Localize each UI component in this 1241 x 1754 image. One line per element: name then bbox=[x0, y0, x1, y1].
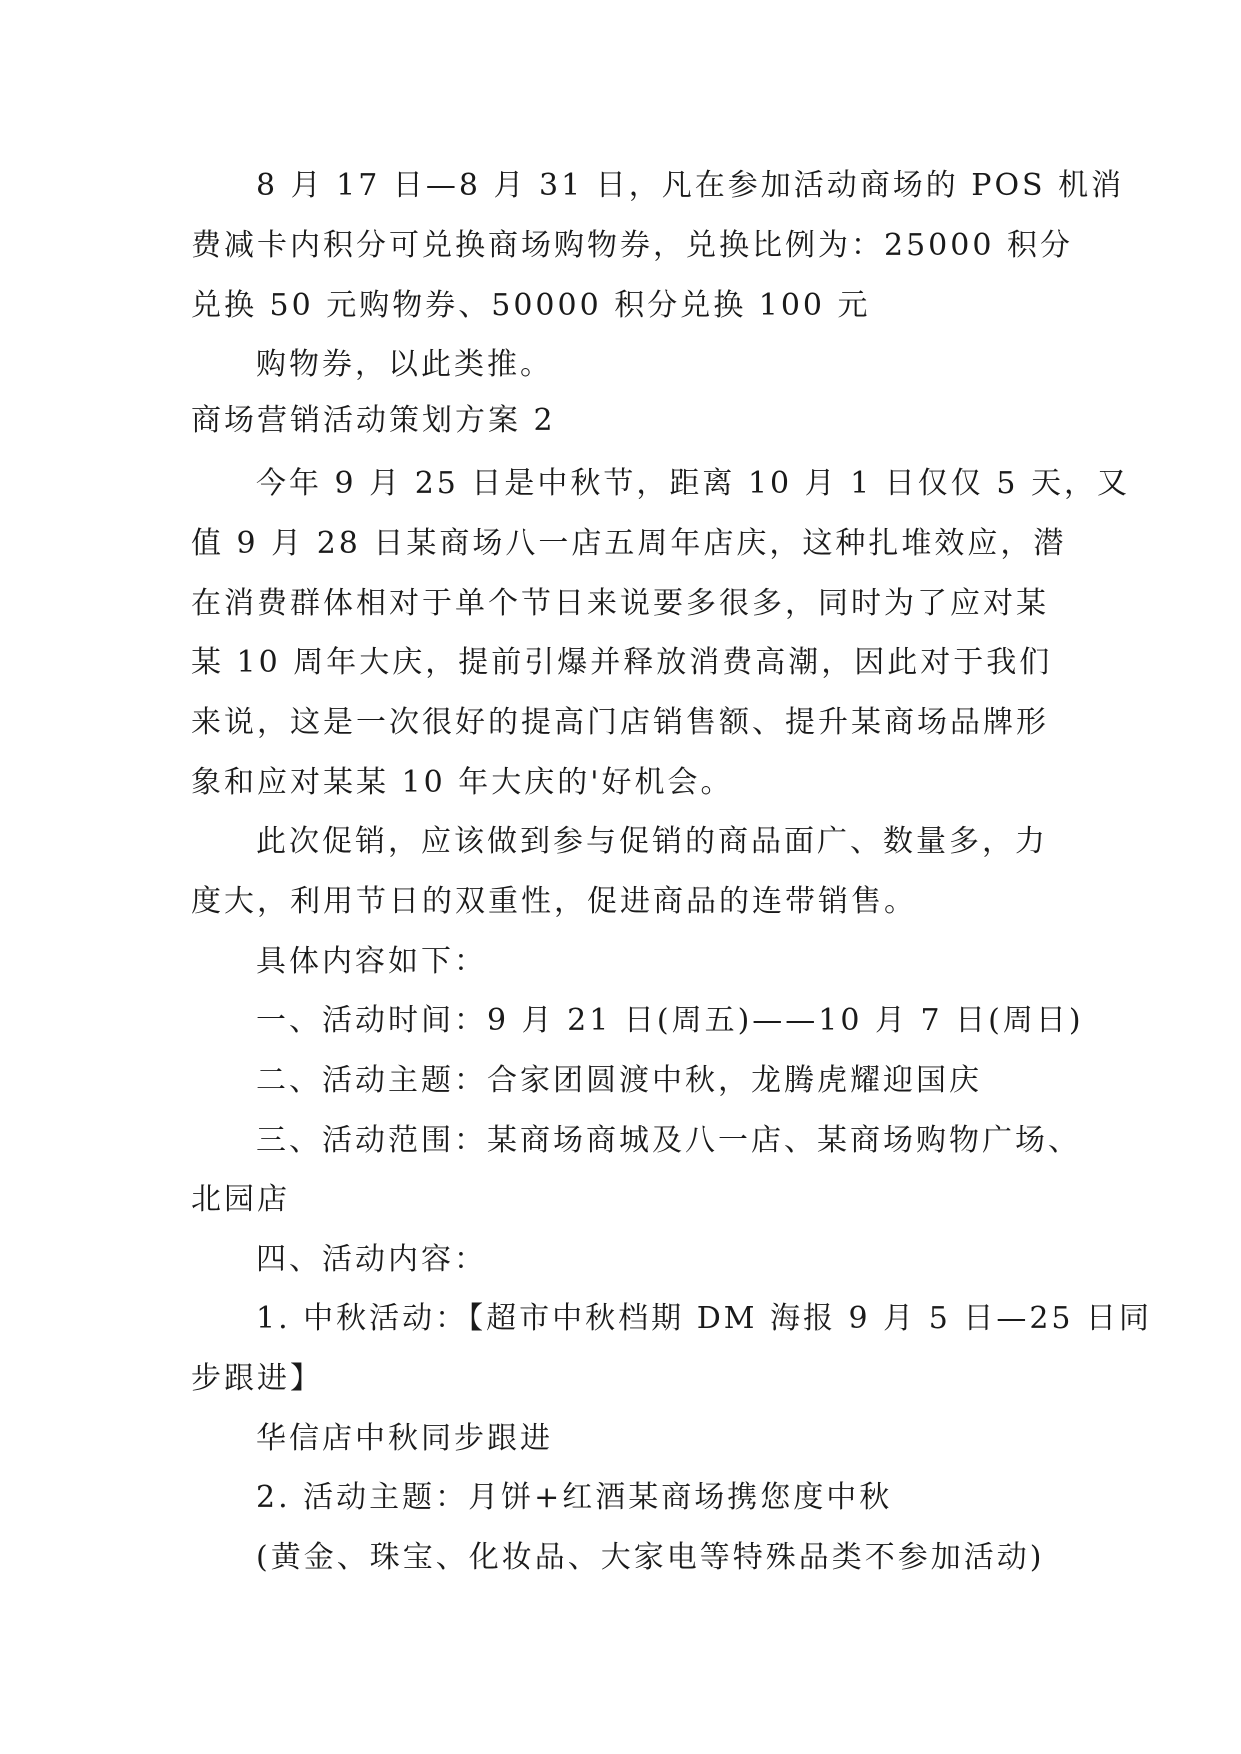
section-heading: 商场营销活动策划方案 2 bbox=[191, 403, 556, 438]
paragraph-line: 具体内容如下： bbox=[256, 944, 487, 979]
paragraph-line: 8 月 17 日—8 月 31 日，凡在参加活动商场的 POS 机消 bbox=[256, 168, 1125, 203]
paragraph-line: 兑换 50 元购物券、50000 积分兑换 100 元 bbox=[191, 288, 871, 323]
paragraph-line: 值 9 月 28 日某商场八一店五周年店庆，这种扎堆效应，潜 bbox=[191, 526, 1067, 561]
paragraph-line: 某 10 周年大庆，提前引爆并释放消费高潮，因此对于我们 bbox=[191, 645, 1053, 680]
paragraph-line: 购物券，以此类推。 bbox=[256, 347, 553, 382]
list-item-line: 三、活动范围：某商场商城及八一店、某商场购物广场、 bbox=[256, 1123, 1081, 1158]
list-item-line: 四、活动内容： bbox=[256, 1242, 487, 1277]
paragraph-line: 度大，利用节日的双重性，促进商品的连带销售。 bbox=[191, 884, 917, 919]
list-item-line: 步跟进】 bbox=[191, 1361, 323, 1396]
paragraph-line: (黄金、珠宝、化妆品、大家电等特殊品类不参加活动) bbox=[256, 1540, 1045, 1575]
paragraph-line: 此次促销，应该做到参与促销的商品面广、数量多，力 bbox=[256, 824, 1048, 859]
paragraph-line: 象和应对某某 10 年大庆的'好机会。 bbox=[191, 765, 734, 800]
list-item-line: 1. 中秋活动：【超市中秋档期 DM 海报 9 月 5 日—25 日同 bbox=[256, 1301, 1153, 1336]
list-item-line: 二、活动主题：合家团圆渡中秋，龙腾虎耀迎国庆 bbox=[256, 1063, 982, 1098]
list-item-line: 一、活动时间：9 月 21 日(周五)——10 月 7 日(周日) bbox=[256, 1003, 1084, 1038]
paragraph-line: 今年 9 月 25 日是中秋节，距离 10 月 1 日仅仅 5 天，又 bbox=[256, 466, 1130, 501]
paragraph-line: 华信店中秋同步跟进 bbox=[256, 1421, 553, 1456]
list-item-line: 北园店 bbox=[191, 1182, 290, 1217]
paragraph-line: 2. 活动主题：月饼+红酒某商场携您度中秋 bbox=[256, 1480, 893, 1515]
paragraph-line: 来说，这是一次很好的提高门店销售额、提升某商场品牌形 bbox=[191, 705, 1049, 740]
paragraph-line: 在消费群体相对于单个节日来说要多很多，同时为了应对某 bbox=[191, 586, 1049, 621]
paragraph-line: 费减卡内积分可兑换商场购物券，兑换比例为：25000 积分 bbox=[191, 228, 1073, 263]
